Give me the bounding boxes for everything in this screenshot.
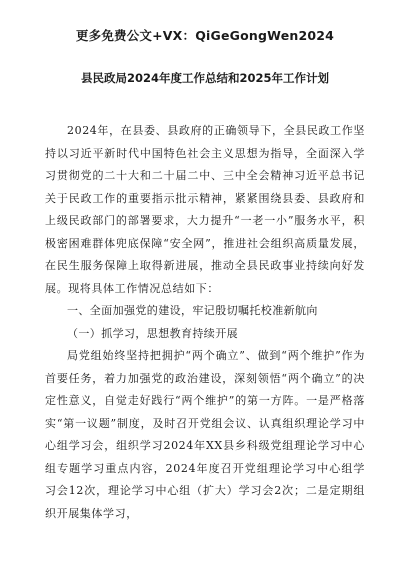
body-paragraph: 局党组始终坚持把拥护“两个确立”、做到“两个维护”作为首要任务，着力加强党的政治建设，深刻领悟“两个确立”的决定性意义，自觉走好践行“两个维护”的第一方阵。一是严格落实“第一议题”制度，及时召开党组会议、认真组织理论学习中心组学习会，组织学习2024年XX县乡科级党组理论学习中心组专题学习重点内容，2024年度召开党组理论学习中心组学习会12次，理论学习中心组（扩大）学习会2次；二是定期组织开展集体学习， (45, 349, 365, 520)
watermark-header: 更多免费公文+VX：QiGeGongWen2024 (75, 28, 335, 43)
document-title: 县民政局2024年度工作总结和2025年工作计划 (80, 71, 329, 85)
intro-paragraph: 2024年，在县委、县政府的正确领导下，全县民政工作坚持以习近平新时代中国特色社会主义思想为指导，全面深入学习贯彻党的二十大和二十届二中、三中全会精神习近平总书记关于民政工作的重要指示批示精神，紧紧围绕县委、县政府和上级民政部门的部署要求，大力提升“一老一小”服务水平，积极密困难群体兜底保障“安全网”，推进社会组织高质量发展，在民生服务保障上取得新进展，推动全县民政事业持续向好发展。现将具体工作情况总结如下： (45, 124, 365, 295)
subsection-heading: （一）抓学习，思想教育持续开展 (67, 326, 238, 340)
section-heading: 一、全面加强党的建设，牢记殷切嘱托校准新航向 (67, 304, 318, 317)
document-body (45, 120, 365, 525)
